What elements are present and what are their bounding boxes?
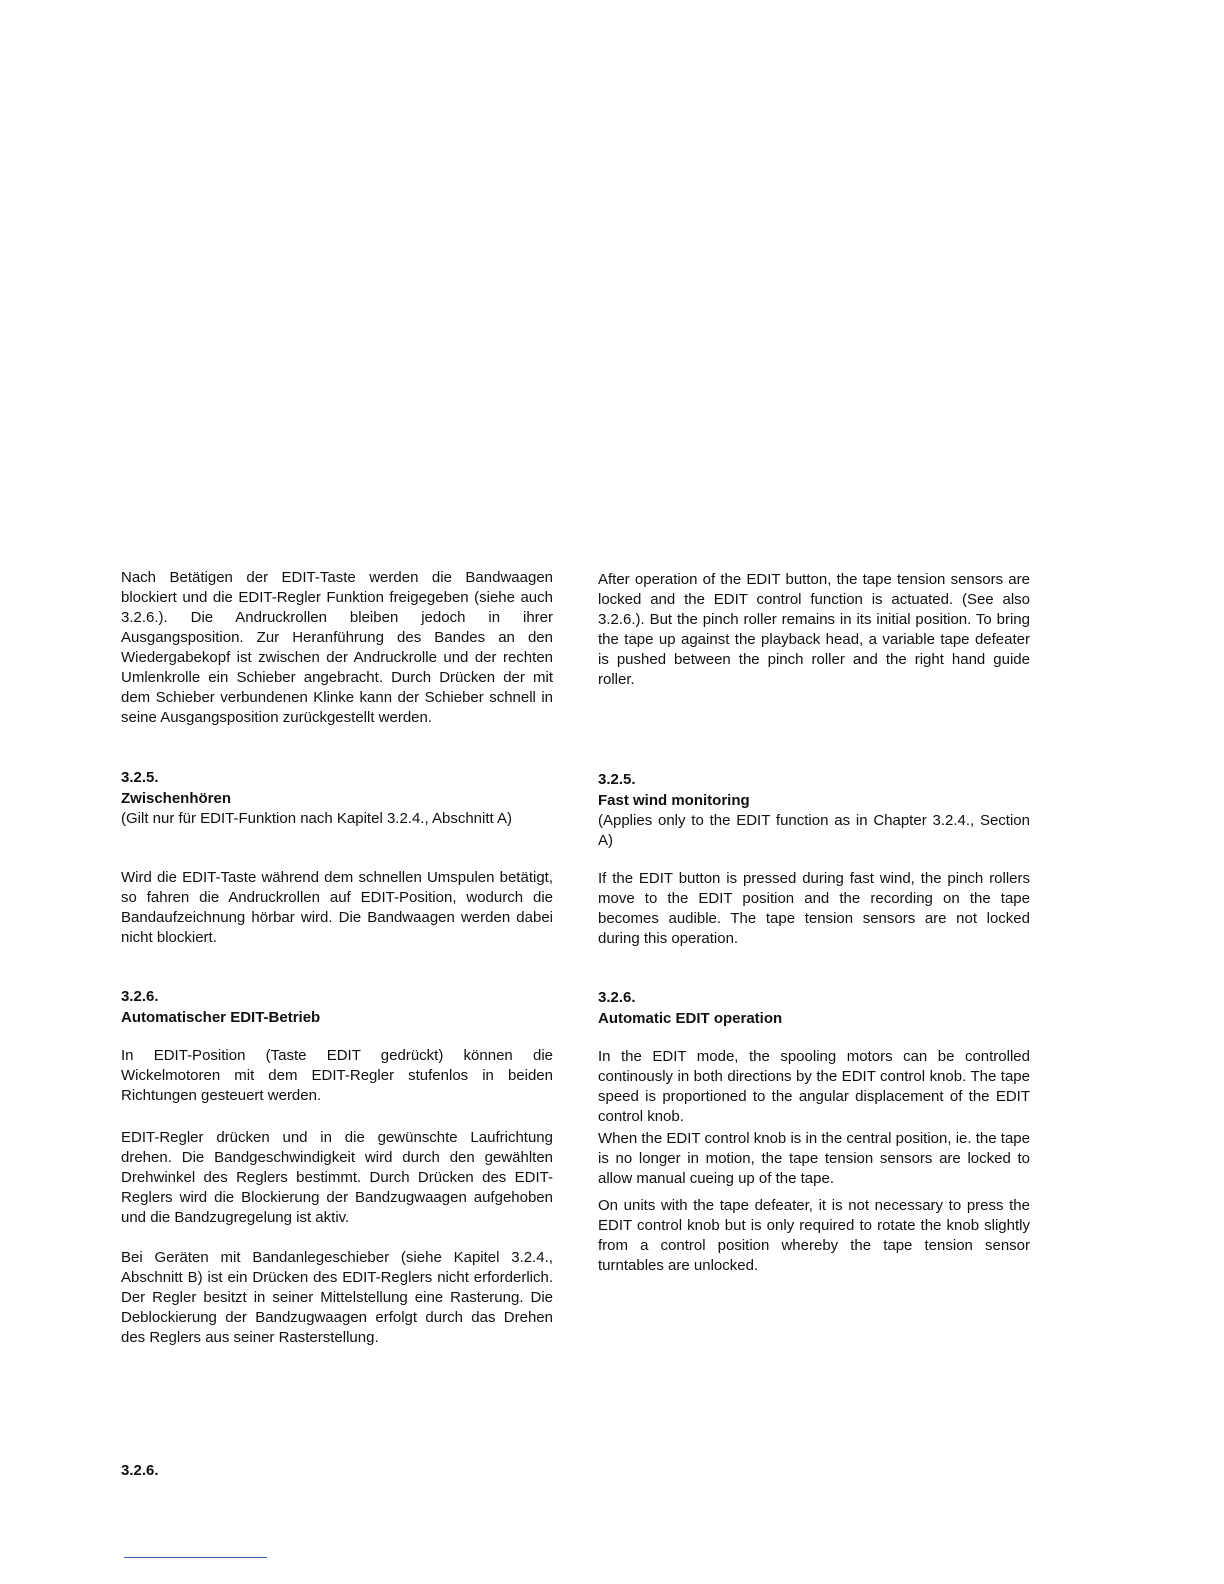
- english-section-3-2-6-number: 3.2.6.: [598, 989, 636, 1006]
- german-section-3-2-6: [121, 986, 553, 1028]
- english-section-3-2-5-number: 3.2.5.: [598, 771, 636, 788]
- page-number: 3.2.6.: [121, 1462, 159, 1479]
- footer-rule: [124, 1557, 267, 1558]
- german-section-3-2-6-para3: Bei Geräten mit Bandanlegeschieber (siehe Kapitel 3.2.4., Abschnitt B) ist ein Drücken des EDIT-Reglers nicht erforderlich. Der Regler besitzt in seiner Mittelstellung eine Rasterung. Die Deblockierung der Bandzugwaagen erfolgt durch das Drehen des Reglers aus seiner Rasterstellung.: [121, 1249, 553, 1346]
- english-intro-paragraph: After operation of the EDIT button, the tape tension sensors are locked and the EDIT control function is actuated. (See also 3.2.6.). But the pinch roller remains in its initial position. To bring the tape up against the playback head, a variable tape defeater is pushed between the pinch roller and the right hand guide roller.: [598, 571, 1030, 688]
- english-section-3-2-6-title: Automatic EDIT operation: [598, 1010, 783, 1027]
- german-section-3-2-6-number: 3.2.6.: [121, 988, 159, 1005]
- german-section-3-2-6-title: Automatischer EDIT-Betrieb: [121, 1009, 321, 1026]
- english-section-3-2-5-body: If the EDIT button is pressed during fast wind, the pinch rollers move to the EDIT position and the recording on the tape becomes audible. The tape tension sensors are not locked during this operation.: [598, 870, 1030, 947]
- german-section-3-2-5: [121, 767, 553, 829]
- german-section-3-2-5-number: 3.2.5.: [121, 769, 159, 786]
- english-section-3-2-5-note: (Applies only to the EDIT function as in Chapter 3.2.4., Section A): [598, 812, 1030, 849]
- english-section-3-2-6: [598, 987, 1030, 1029]
- german-section-3-2-6-para1: In EDIT-Position (Taste EDIT gedrückt) können die Wickelmotoren mit dem EDIT-Regler stufenlos in beiden Richtungen gesteuert werden.: [121, 1047, 553, 1104]
- german-section-3-2-5-body: Wird die EDIT-Taste während dem schnellen Umspulen betätigt, so fahren die Andruckrollen auf EDIT-Position, wodurch die Bandaufzeichnung hörbar wird. Die Bandwaagen werden dabei nicht blockiert.: [121, 869, 553, 946]
- english-section-3-2-6-para1: In the EDIT mode, the spooling motors can be controlled continously in both directions by the EDIT control knob. The tape speed is proportioned to the angular displacement of the EDIT control knob.: [598, 1048, 1030, 1125]
- german-section-3-2-5-note: (Gilt nur für EDIT-Funktion nach Kapitel 3.2.4., Abschnitt A): [121, 810, 513, 827]
- german-section-3-2-6-para2: EDIT-Regler drücken und in die gewünschte Laufrichtung drehen. Die Bandgeschwindigkeit wird durch den gewählten Drehwinkel des Reglers bestimmt. Durch Drücken des EDIT-Reglers wird die Blockierung der Bandzugwaagen aufgehoben und die Bandzugregelung ist aktiv.: [121, 1129, 553, 1226]
- english-section-3-2-6-para2: When the EDIT control knob is in the central position, ie. the tape is no longer in motion, the tape tension sensors are locked to allow manual cueing up of the tape.: [598, 1130, 1030, 1187]
- english-section-3-2-5: [598, 769, 1030, 851]
- german-intro-paragraph: Nach Betätigen der EDIT-Taste werden die Bandwaagen blockiert und die EDIT-Regler Funktion freigegeben (siehe auch 3.2.6.). Die Andruckrollen bleiben jedoch in ihrer Ausgangsposition. Zur Heranführung des Bandes an den Wiedergabekopf ist zwischen der Andruckrolle und der rechten Umlenkrolle ein Schieber angebracht. Durch Drücken der mit dem Schieber verbundenen Klinke kann der Schieber schnell in seine Ausgangsposition zurückgestellt werden.: [121, 569, 553, 726]
- german-section-3-2-5-title: Zwischenhören: [121, 790, 232, 807]
- english-section-3-2-5-title: Fast wind monitoring: [598, 792, 750, 809]
- english-section-3-2-6-para3: On units with the tape defeater, it is not necessary to press the EDIT control knob but is only required to rotate the knob slightly from a control position whereby the tape tension sensor turntables are unlocked.: [598, 1197, 1030, 1274]
